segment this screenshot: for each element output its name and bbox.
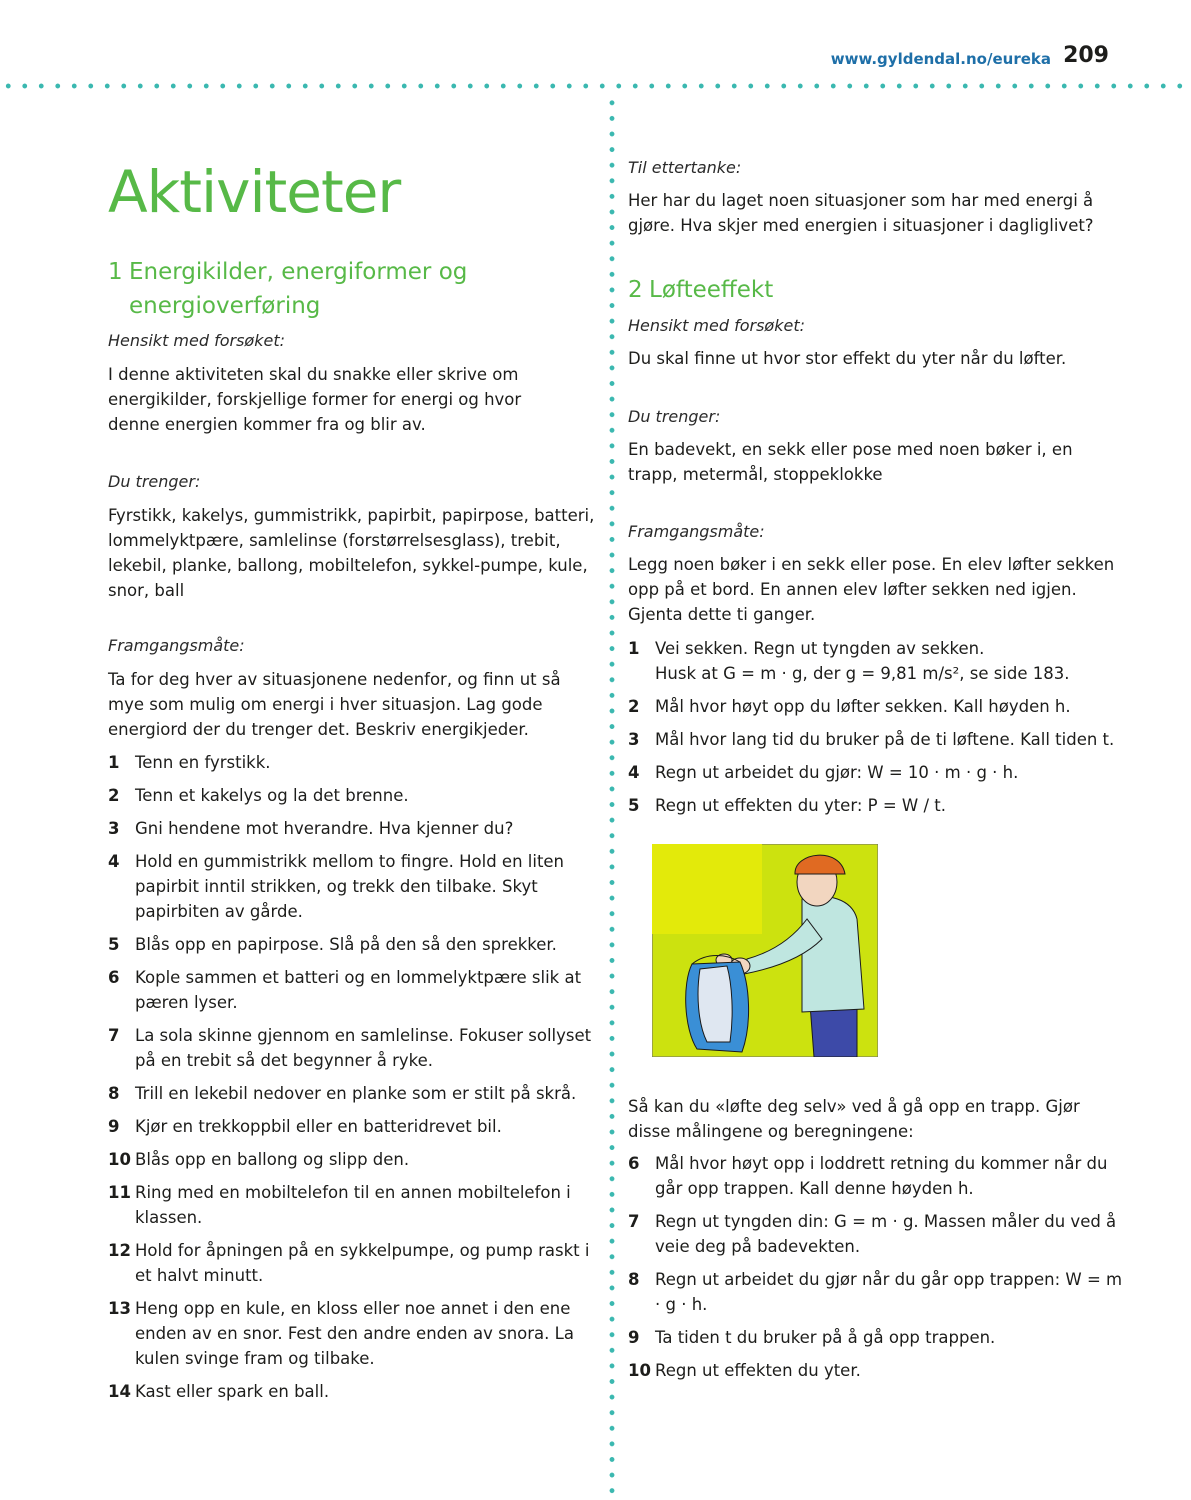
list-item: 3 Mål hvor lang tid du bruker på de ti løftene. Kall tiden t. <box>628 730 1115 749</box>
section-1-title-line2: energioverføring <box>129 293 321 319</box>
list-item: 12 Hold for åpningen på en sykkelpumpe, og pump raskt i et halvt minutt. <box>108 1241 590 1285</box>
stairs-text: Så kan du «løfte deg selv» ved å gå opp en trapp. Gjør disse målingene og beregningene: <box>628 1097 1080 1141</box>
section-1-steps <box>108 750 593 1412</box>
backpack-lifting-illustration <box>652 844 878 1057</box>
list-item: 2 Mål hvor høyt opp du løfter sekken. Kall høyden h. <box>628 697 1071 716</box>
dotted-divider-vertical <box>608 95 616 1495</box>
section-2-method-text: Legg noen bøker i en sekk eller pose. En elev løfter sekken opp på et bord. En annen elev løfter sekken ned igjen. Gjenta dette ti ganger. <box>628 555 1115 624</box>
list-item: 7 Regn ut tyngden din: G = m · g. Massen måler du ved å veie deg på badevekten. <box>628 1212 1117 1256</box>
section-2-steps-b <box>628 1151 1123 1391</box>
section-1-method-text: Ta for deg hver av situasjonene nedenfor, og finn ut så mye som mulig om energi i hver situasjon. Lag gode energiord der du trenger det. Beskriv energikjeder. <box>108 670 561 739</box>
list-item: 4 Hold en gummistrikk mellom to fingre. Hold en liten papirbit inntil strikken, og trekk den tilbake. Skyt papirbiten av gårde. <box>108 852 565 921</box>
section-2-title <box>628 273 773 307</box>
section-1-title <box>108 255 588 323</box>
reflection-text: Her har du laget noen situasjoner som har med energi å gjøre. Hva skjer med energien i situasjoner i dagliglivet? <box>628 191 1094 235</box>
section-1-method-label: Framgangsmåte: <box>108 636 245 655</box>
list-item: 3 Gni hendene mot hverandre. Hva kjenner du? <box>108 819 514 838</box>
section-2-needs-label: Du trenger: <box>628 407 721 426</box>
section-2-steps-a <box>628 636 1128 826</box>
list-item: 10 Blås opp en ballong og slipp den. <box>108 1150 410 1169</box>
list-item: 7 La sola skinne gjennom en samlelinse. Fokuser sollyset på en trebit så det begynner å ryke. <box>108 1026 592 1070</box>
list-item: 9 Ta tiden t du bruker på å gå opp trappen. <box>628 1328 996 1347</box>
section-2-method-label: Framgangsmåte: <box>628 522 765 541</box>
list-item: 1 Vei sekken. Regn ut tyngden av sekken. Husk at G = m · g, der g = 9,81 m/s², se side 183. <box>628 639 1070 683</box>
list-item: 6 Kople sammen et batteri og en lommelyktpære slik at pæren lyser. <box>108 968 582 1012</box>
section-1-title-line1: Energikilder, energiformer og <box>129 259 468 285</box>
section-1-needs-label: Du trenger: <box>108 472 201 491</box>
list-item: 5 Blås opp en papirpose. Slå på den så den sprekker. <box>108 935 557 954</box>
list-item: 2 Tenn et kakelys og la det brenne. <box>108 786 409 805</box>
dotted-divider-horizontal <box>0 82 1191 90</box>
reflection-label: Til ettertanke: <box>628 158 742 177</box>
section-1-purpose-label: Hensikt med forsøket: <box>108 331 285 350</box>
list-item: 1 Tenn en fyrstikk. <box>108 753 271 772</box>
section-2-needs-text: En badevekt, en sekk eller pose med noen bøker i, en trapp, metermål, stoppeklokke <box>628 440 1073 484</box>
section-2-purpose-text: Du skal finne ut hvor stor effekt du yter når du løfter. <box>628 349 1067 368</box>
page-title: Aktiviteter <box>108 158 401 226</box>
list-item: 13 Heng opp en kule, en kloss eller noe annet i den ene enden av en snor. Fest den andre enden av snora. La kulen svinge fram og tilbake. <box>108 1299 574 1368</box>
section-2-number: 2 <box>628 277 643 303</box>
section-1-purpose-text: I denne aktiviteten skal du snakke eller skrive om energikilder, forskjellige former for energi og hvor denne energien kommer fra og blir av. <box>108 365 522 434</box>
list-item: 10 Regn ut effekten du yter. <box>628 1361 861 1380</box>
list-item: 14 Kast eller spark en ball. <box>108 1382 330 1401</box>
section-2-purpose-label: Hensikt med forsøket: <box>628 316 805 335</box>
section-1-needs-text: Fyrstikk, kakelys, gummistrikk, papirbit, papirpose, batteri, lommelyktpære, samlelinse (forstørrelsesglass), trebit, lekebil, planke, ballong, mobiltelefon, sykkel-pumpe, kule, snor, ball <box>108 506 595 600</box>
section-2-title-text: Løfteeffekt <box>649 277 774 303</box>
list-item: 4 Regn ut arbeidet du gjør: W = 10 · m · g · h. <box>628 763 1019 782</box>
header-url[interactable]: www.gyldendal.no/eureka <box>830 50 1051 68</box>
list-item: 6 Mål hvor høyt opp i loddrett retning du kommer når du går opp trappen. Kall denne høyden h. <box>628 1154 1108 1198</box>
list-item: 5 Regn ut effekten du yter: P = W / t. <box>628 796 946 815</box>
list-item: 11 Ring med en mobiltelefon til en annen mobiltelefon i klassen. <box>108 1183 571 1227</box>
page-number: 209 <box>1063 43 1109 68</box>
list-item: 8 Regn ut arbeidet du gjør når du går opp trappen: W = m · g · h. <box>628 1270 1123 1314</box>
list-item: 9 Kjør en trekkoppbil eller en batteridrevet bil. <box>108 1117 502 1136</box>
section-1-number: 1 <box>108 259 123 285</box>
list-item: 8 Trill en lekebil nedover en planke som er stilt på skrå. <box>108 1084 577 1103</box>
